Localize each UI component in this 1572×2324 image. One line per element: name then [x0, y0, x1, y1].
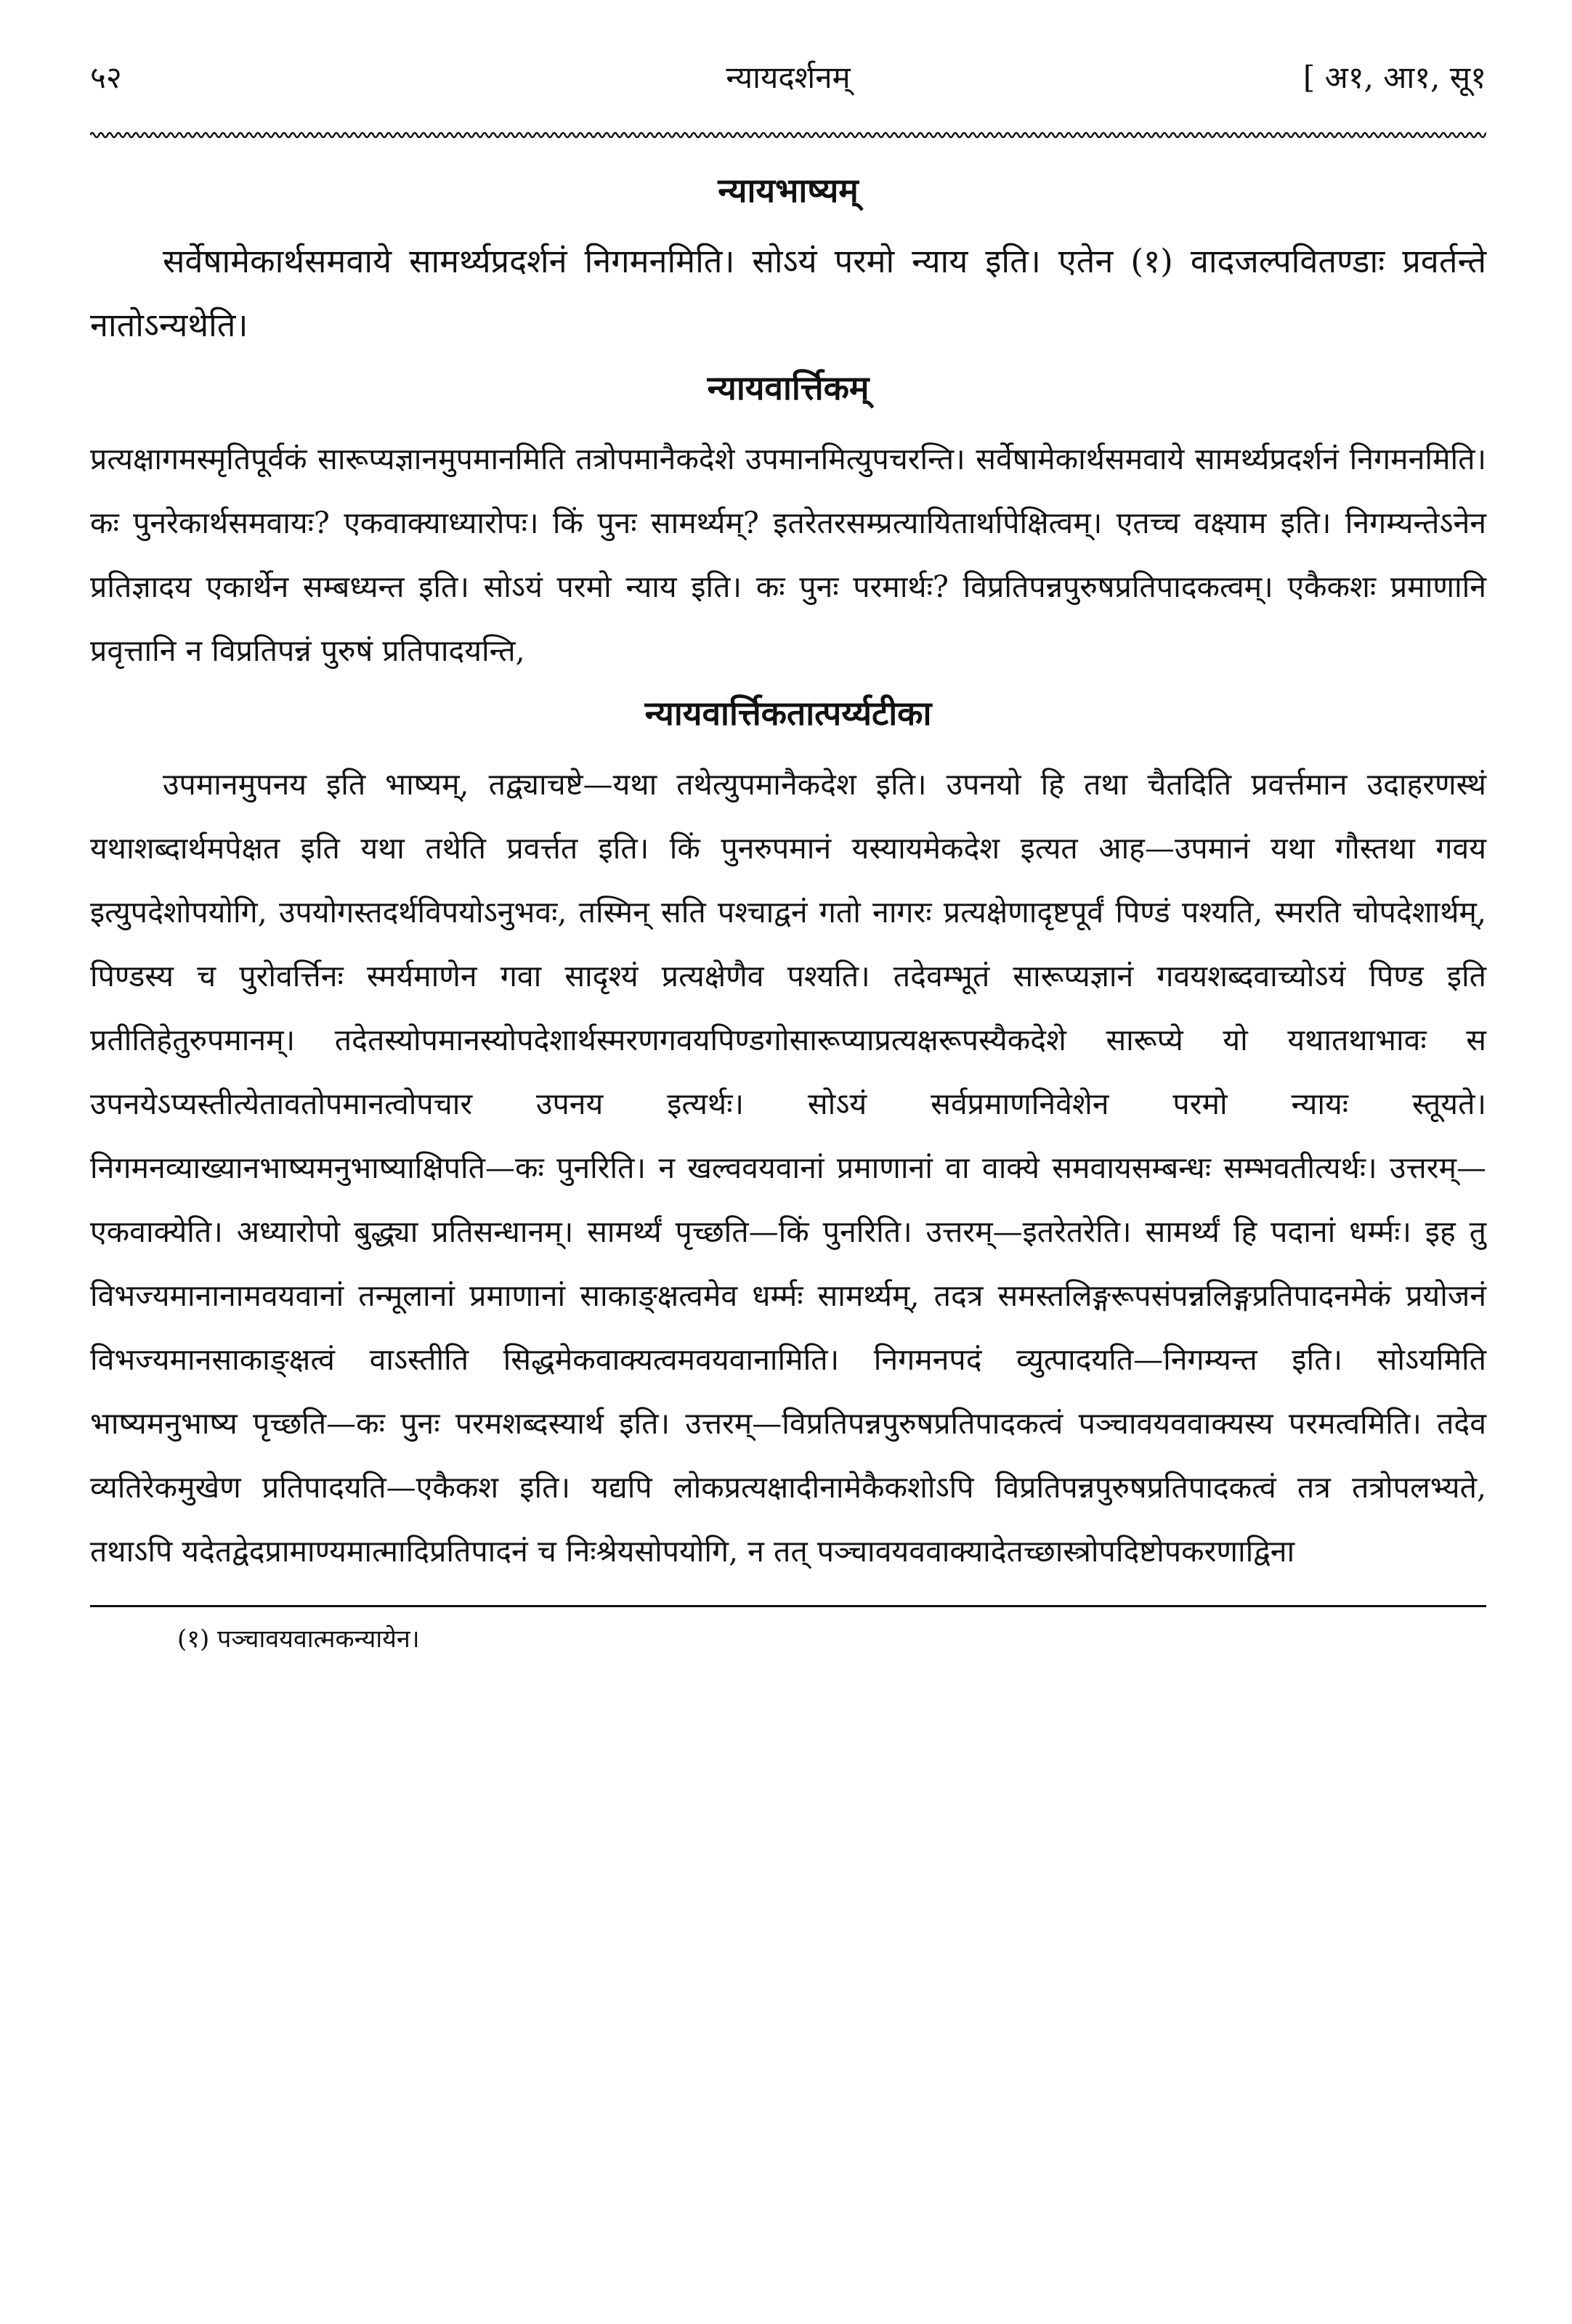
section-title: न्यायभाष्यम् — [718, 171, 859, 210]
section-nyaya-bhashya — [90, 164, 1486, 357]
section-nyaya-varttika — [90, 362, 1486, 683]
section-paragraph: सर्वेषामेकार्थसमवाये सामर्थ्यप्रदर्शनं निगमनमिति। सोऽयं परमो न्याय इति। एतेन (१) वादजल्पवितण्डाः प्रवर्तन्ते नातोऽन्यथेति। — [90, 242, 1486, 344]
section-tatparya-tika — [90, 687, 1486, 1583]
header-wavy-rule — [90, 129, 1486, 141]
section-paragraph: उपमानमुपनय इति भाष्यम्, तद्व्याचष्टे—यथा तथेत्युपमानैकदेश इति। उपनयो हि तथा चैतदिति प्रवर्त्तमान उदाहरणस्थं यथाशब्दार्थमपेक्षत इति यथा तथेति प्रवर्त्तत इति। किं पुनरुपमानं यस्यायमेकदेश इत्यत आह—उपमानं यथा गौस्तथा गवय इत्युपदेशोपयोगि, उपयोगस्तदर्थविपयोऽनुभवः, तस्मिन् सति पश्चाद्वनं गतो नागरः प्रत्यक्षेणादृष्टपूर्वं पिण्डं पश्यति, स्मरति चोपदेशार्थम्, पिण्डस्य च पुरोवर्त्तिनः स्मर्यमाणेन गवा सादृश्यं प्रत्यक्षेणैव पश्यति। तदेवम्भूतं सारूप्यज्ञानं गवयशब्दवाच्योऽयं पिण्ड इति प्रतीतिहेतुरुपमानम्। तदेतस्योपमानस्योपदेशार्थस्मरणगवयपिण्डगोसारूप्याप्रत्यक्षरूपस्यैकदेशे सारूप्ये यो यथातथाभावः स उपनयेऽप्यस्तीत्येतावतोपमानत्वोपचार उपनय इत्यर्थः। सोऽयं सर्वप्रमाणनिवेशेन परमो न्यायः स्तूयते। निगमनव्याख्यानभाष्यमनुभाष्याक्षिपति—कः पुनरिति। न खल्ववयवानां प्रमाणानां वा वाक्ये समवायसम्बन्धः सम्भवतीत्यर्थः। उत्तरम्—एकवाक्येति। अध्यारोपो बुद्ध्या प्रतिसन्धानम्। सामर्थ्यं पृच्छति—किं पुनरिति। उत्तरम्—इतरेतरेति। सामर्थ्यं हि पदानां धर्म्मः। इह तु विभज्यमानानामवयवानां तन्मूलानां प्रमाणानां साकाङ्क्षत्वमेव धर्म्मः सामर्थ्यम्, तदत्र समस्तलिङ्गरूपसंपन्नलिङ्गप्रतिपादनमेकं प्रयोजनं विभज्यमानसाकाङ्क्षत्वं वाऽस्तीति सिद्धमेकवाक्यत्वमवयवानामिति। निगमनपदं व्युत्पादयति—निगम्यन्त इति। सोऽयमिति भाष्यमनुभाष्य पृच्छति—कः पुनः परमशब्दस्यार्थ इति। उत्तरम्—विप्रतिपन्नपुरुषप्रतिपादकत्वं पञ्चावयववाक्यस्य परमत्वमिति। तदेव व्यतिरेकमुखेण प्रतिपादयति—एकैकश इति। यद्यपि लोकप्रत्यक्षादीनामेकैकशोऽपि विप्रतिपन्नपुरुषप्रतिपादकत्वं तत्र तत्रोपलभ्यते, तथाऽपि यदेतद्वेदप्रामाण्यमात्मादिप्रतिपादनं च निःश्रेयसोपयोगि, न तत् पञ्चावयववाक्यादेतच्छास्त्रोपदिष्टोपकरणाद्विना — [90, 767, 1486, 1569]
footnote-divider — [90, 1605, 1486, 1607]
section-reference: [ अ१, आ१, सू१ — [1302, 60, 1486, 95]
section-paragraph: प्रत्यक्षागमस्मृतिपूर्वकं सारूप्यज्ञानमुपमानमिति तत्रोपमानैकदेशे उपमानमित्युपचरन्ति। सर्वेषामेकार्थसमवाये सामर्थ्यप्रदर्शनं निगमनमिति। कः पुनरेकार्थसमवायः? एकवाक्याध्यारोपः। किं पुनः सामर्थ्यम्? इतरेतरसम्प्रत्यायितार्थापेक्षित्वम्। एतच्च वक्ष्याम इति। निगम्यन्तेऽनेन प्रतिज्ञादय एकार्थेन सम्बध्यन्त इति। सोऽयं परमो न्याय इति। कः पुनः परमार्थः? विप्रतिपन्नपुरुषप्रतिपादकत्वम्। एकैकशः प्रमाणानि प्रवृत्तानि न विप्रतिपन्नं पुरुषं प्रतिपादयन्ति, — [90, 442, 1486, 668]
section-title: न्यायवार्त्तिकतात्पर्य्यटीका — [644, 694, 932, 733]
running-header — [90, 52, 1486, 103]
footnote: (१) पञ्चावयवात्मकन्यायेन। — [177, 1625, 420, 1654]
section-title: न्यायवार्त्तिकम् — [707, 368, 870, 407]
wavy-line-graphic — [90, 129, 1486, 141]
running-title: न्यायदर्शनम् — [726, 60, 851, 95]
page-number: ५२ — [90, 60, 122, 95]
